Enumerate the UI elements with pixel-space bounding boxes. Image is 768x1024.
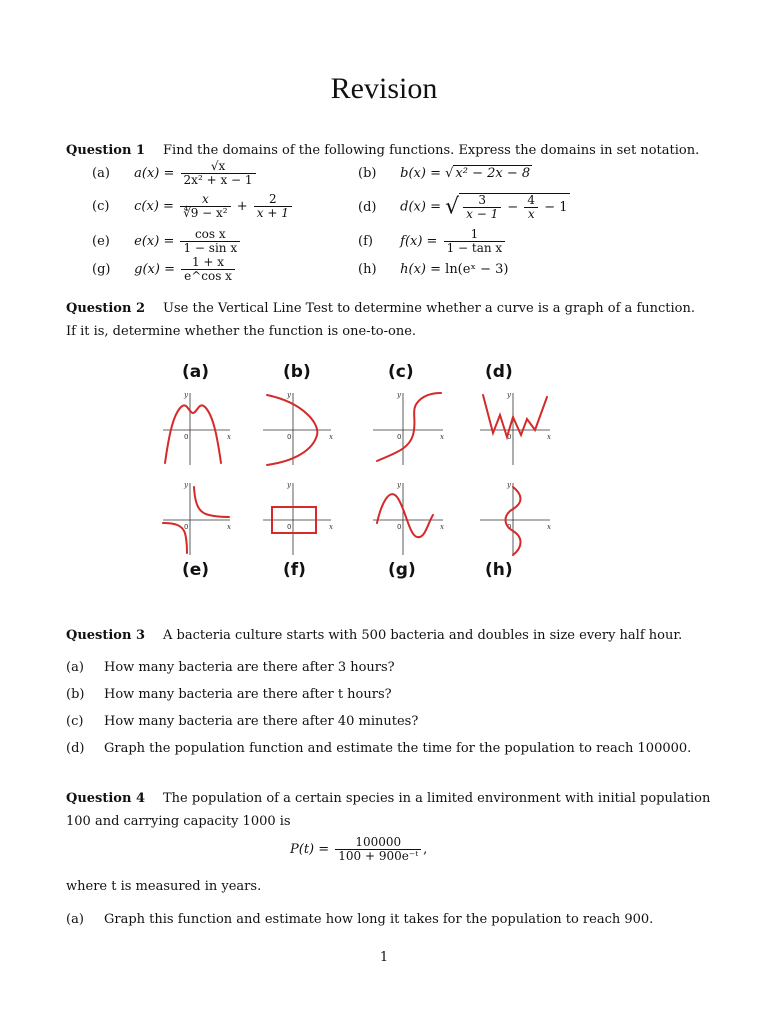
q1-item-a-lhs: a(x) = xyxy=(134,166,175,181)
question-2-heading xyxy=(66,297,695,320)
origin-label: 0 xyxy=(287,433,292,441)
q1-item-c-label: (c) xyxy=(92,199,110,214)
graph-label-d: (d) xyxy=(485,362,513,382)
q1-item-g xyxy=(92,256,237,283)
question-2-line-1: Use the Vertical Line Test to determine whether a curve is a graph of a function. xyxy=(163,301,695,316)
q1-item-d-fraction-1 xyxy=(463,194,501,221)
graph-label-f: (f) xyxy=(283,560,306,580)
origin-label: 0 xyxy=(397,523,402,531)
graph-label-a: (a) xyxy=(182,362,210,382)
q3-item-b-text: How many bacteria are there after t hours? xyxy=(104,687,392,702)
denominator: 1 − sin x xyxy=(183,241,238,255)
q4-formula-lhs: P(t) = xyxy=(290,842,330,857)
q1-item-b-lhs: b(x) = xyxy=(400,166,441,181)
curve-g xyxy=(377,494,433,537)
question-3-text: A bacteria culture starts with 500 bacteria and doubles in size every half hour. xyxy=(163,628,683,643)
q1-item-h xyxy=(358,262,508,277)
axis-x-label: x xyxy=(547,433,551,441)
q1-item-b-expr: x² − 2x − 8 xyxy=(455,166,531,181)
numerator: √x xyxy=(181,160,256,174)
question-4-line-2: 100 and carrying capacity 1000 is xyxy=(66,814,291,829)
q3-item-c-text: How many bacteria are there after 40 minutes? xyxy=(104,714,419,729)
axis-y-label: y xyxy=(397,481,401,489)
q1-item-f-lhs: f(x) = xyxy=(400,234,438,249)
axis-y-label: y xyxy=(184,391,188,399)
numerator: 2 xyxy=(254,193,292,207)
q1-item-e-lhs: e(x) = xyxy=(134,234,175,249)
q4-item-a xyxy=(66,912,653,927)
numerator: 100000 xyxy=(335,836,421,850)
q1-item-f-label: (f) xyxy=(358,234,373,249)
q1-item-h-expr: ln(eˣ − 3) xyxy=(445,262,509,277)
q1-item-b: (b) b(x) = √ x² − 2x − 8 xyxy=(358,166,531,181)
q1-item-e xyxy=(92,228,242,255)
q1-item-c-fraction-1 xyxy=(180,193,231,220)
axis-x-label: x xyxy=(547,523,551,531)
graph-label-b: (b) xyxy=(283,362,311,382)
q1-item-b-label: (b) xyxy=(358,166,377,181)
axis-x-label: x xyxy=(440,433,444,441)
question-4-line-1: The population of a certain species in a limited environment with initial population xyxy=(163,791,711,806)
q1-item-d: (d) d(x) = √ $\frac{3}{x - 1}$ − $\frac{4}{x}$ − 1 xyxy=(358,193,568,221)
page-number: 1 xyxy=(379,950,389,965)
denominator: e^cos x xyxy=(184,269,232,283)
axis-x-label: x xyxy=(329,523,333,531)
q3-item-d-text: Graph the population function and estimate the time for the population to reach 100000. xyxy=(104,741,692,756)
question-1-label: Question 1 xyxy=(66,143,146,158)
curve-d xyxy=(483,395,547,437)
axis-y-label: y xyxy=(184,481,188,489)
vertical-line-test-graphs xyxy=(155,355,565,590)
numerator: 4 xyxy=(524,194,538,208)
q1-item-a-fraction xyxy=(181,160,256,187)
question-1-heading xyxy=(66,139,699,162)
numerator: 1 + x xyxy=(181,256,235,270)
q3-item-c xyxy=(66,714,418,729)
plus-sign: + xyxy=(236,199,248,214)
q3-item-d xyxy=(66,741,691,756)
denominator: 100 + 900e⁻ᵗ xyxy=(338,849,419,863)
question-3-heading xyxy=(66,624,682,647)
axis-y-label: y xyxy=(287,481,291,489)
minus-one: − 1 xyxy=(544,200,568,215)
denominator: 1 − tan x xyxy=(446,241,503,255)
q1-item-h-lhs: h(x) = xyxy=(400,262,442,277)
origin-label: 0 xyxy=(287,523,292,531)
q3-item-a-text: How many bacteria are there after 3 hours? xyxy=(104,660,395,675)
denominator: x − 1 xyxy=(466,207,499,221)
q1-item-e-fraction xyxy=(180,228,240,255)
q4-item-a-text: Graph this function and estimate how long it takes for the population to reach 900. xyxy=(104,912,654,927)
q4-formula-comma: , xyxy=(423,842,428,857)
axis-y-label: y xyxy=(507,481,511,489)
q3-item-d-label: (d) xyxy=(66,741,85,756)
q1-item-d-fraction-2 xyxy=(524,194,538,221)
origin-label: 0 xyxy=(184,523,189,531)
q1-item-d-label: (d) xyxy=(358,199,377,215)
denominator: x + 1 xyxy=(256,206,289,220)
denominator: 2x² + x − 1 xyxy=(183,173,253,187)
axis-y-label: y xyxy=(507,391,511,399)
graph-label-c: (c) xyxy=(388,362,414,382)
axis-x-label: x xyxy=(227,523,231,531)
axis-x-label: x xyxy=(227,433,231,441)
q1-item-f-fraction xyxy=(444,228,506,255)
q3-item-a xyxy=(66,660,395,675)
q1-item-a-label: (a) xyxy=(92,166,110,181)
q3-item-a-label: (a) xyxy=(66,660,84,675)
numerator: 1 xyxy=(444,228,506,242)
axis-y-label: y xyxy=(287,391,291,399)
q3-item-c-label: (c) xyxy=(66,714,84,729)
curve-e-right xyxy=(194,487,229,517)
question-3-label: Question 3 xyxy=(66,628,146,643)
numerator: 3 xyxy=(463,194,501,208)
numerator: cos x xyxy=(180,228,240,242)
question-2-label: Question 2 xyxy=(66,301,146,316)
curve-a xyxy=(165,405,221,463)
page-title: Revision xyxy=(330,72,438,105)
q1-item-g-fraction xyxy=(181,256,235,283)
q3-item-b xyxy=(66,687,392,702)
q4-formula xyxy=(290,836,427,863)
q3-item-b-label: (b) xyxy=(66,687,85,702)
graph-label-e: (e) xyxy=(182,560,210,580)
q1-item-f xyxy=(358,228,507,255)
origin-label: 0 xyxy=(507,523,512,531)
q1-item-d-lhs: d(x) = xyxy=(400,199,441,215)
question-1-text: Find the domains of the following functions. Express the domains in set notation. xyxy=(163,143,700,158)
origin-label: 0 xyxy=(507,433,512,441)
origin-label: 0 xyxy=(184,433,189,441)
q1-item-h-label: (h) xyxy=(358,262,377,277)
axis-y-label: y xyxy=(397,391,401,399)
q1-item-g-lhs: g(x) = xyxy=(134,262,175,277)
q1-item-a xyxy=(92,160,258,187)
graph-label-h: (h) xyxy=(485,560,513,580)
q4-item-a-label: (a) xyxy=(66,912,84,927)
graph-label-g: (g) xyxy=(388,560,416,580)
minus-sign: − xyxy=(507,200,519,215)
q1-item-c xyxy=(92,193,294,220)
q1-item-c-lhs: c(x) = xyxy=(134,199,174,214)
question-4-heading xyxy=(66,787,710,810)
axis-x-label: x xyxy=(329,433,333,441)
q1-item-g-label: (g) xyxy=(92,262,111,277)
axis-x-label: x xyxy=(440,523,444,531)
origin-label: 0 xyxy=(397,433,402,441)
numerator: x xyxy=(180,193,231,207)
denominator: ∜9 − x² xyxy=(183,206,228,220)
q1-item-c-fraction-2 xyxy=(254,193,292,220)
question-4-where: where t is measured in years. xyxy=(66,879,262,894)
denominator: x xyxy=(527,207,535,221)
curve-c xyxy=(377,393,441,461)
q4-formula-fraction xyxy=(335,836,421,863)
question-4-label: Question 4 xyxy=(66,791,146,806)
question-2-line-2: If it is, determine whether the function is one-to-one. xyxy=(66,324,417,339)
q1-item-e-label: (e) xyxy=(92,234,110,249)
